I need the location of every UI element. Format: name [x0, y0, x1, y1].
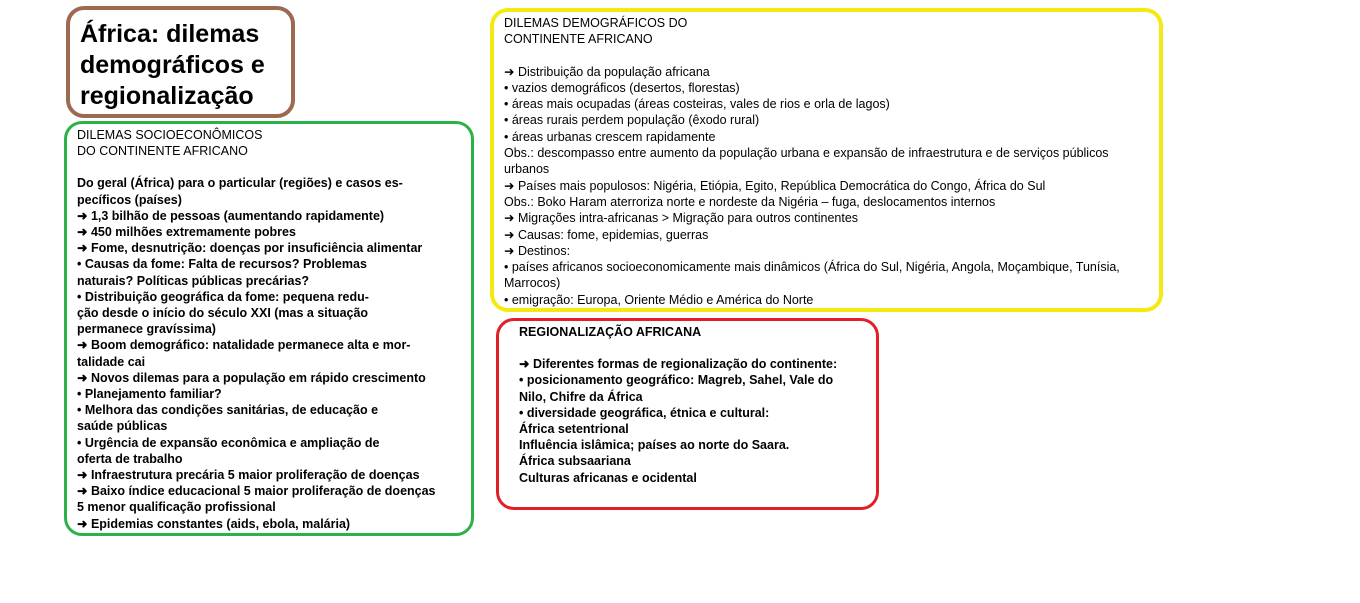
text-line: Obs.: descompasso entre aumento da população urbana e expansão de infraestrutura e de serviços públicos — [504, 146, 1109, 161]
text-line: ➜ Novos dilemas para a população em rápido crescimento — [77, 370, 426, 385]
text-line: Influência islâmica; países ao norte do Saara. — [519, 438, 790, 453]
text-line: Culturas africanas e ocidental — [519, 470, 697, 485]
text-line: ➜ Destinos: — [504, 243, 571, 258]
text-line: ➜ Boom demográfico: natalidade permanece alta e mor- — [77, 338, 411, 353]
text-line: urbanos — [504, 162, 550, 177]
text-line: • áreas urbanas crescem rapidamente — [504, 129, 716, 144]
african-regionalization-box — [496, 318, 879, 510]
text-line: • emigração: Europa, Oriente Médio e América do Norte — [504, 292, 814, 307]
text-line: • Causas da fome: Falta de recursos? Problemas — [77, 257, 367, 272]
text-line: ➜ Países mais populosos: Nigéria, Etiópia, Egito, República Democrática do Congo, África do Sul — [504, 178, 1046, 193]
text-line: • países africanos socioeconomicamente mais dinâmicos (África do Sul, Nigéria, Angola, Moçambique, Tunísia, — [504, 260, 1120, 275]
text-line: África setentrional — [519, 422, 629, 437]
page-title — [80, 19, 265, 112]
section-heading: DO CONTINENTE AFRICANO — [77, 144, 248, 159]
text-line: DILEMAS DEMOGRÁFICOS DO — [504, 16, 688, 30]
text-line: • Distribuição geográfica da fome: pequena redu- — [77, 289, 369, 304]
text-line: ➜ Diferentes formas de regionalização do continente: — [519, 357, 838, 372]
title-line: África: dilemas — [80, 20, 260, 48]
text-line: ➜ 450 milhões extremamente pobres — [77, 225, 296, 240]
text-line: • áreas mais ocupadas (áreas costeiras, vales de rios e orla de lagos) — [504, 97, 890, 112]
text-line: Obs.: Boko Haram aterroriza norte e nordeste da Nigéria – fuga, deslocamentos internos — [504, 194, 996, 209]
regionalization-text — [519, 324, 837, 486]
title-line: regionalização — [80, 82, 254, 110]
title-line: demográficos e — [80, 51, 265, 79]
demographic-text — [504, 15, 1120, 308]
text-line: ção desde o início do século XXI (mas a situação — [77, 306, 369, 321]
text-line: ➜ Baixo índice educacional 5 maior proliferação de doenças — [77, 484, 436, 499]
text-line: oferta de trabalho — [77, 451, 183, 466]
text-line: • Melhora das condições sanitárias, de educação e — [77, 403, 379, 418]
text-line: • Urgência de expansão econômica e ampliação de — [77, 435, 380, 450]
text-line: ➜ Fome, desnutrição: doenças por insuficiência alimentar — [77, 241, 423, 256]
text-line: pecíficos (países) — [77, 192, 182, 207]
text-line: REGIONALIZAÇÃO AFRICANA — [519, 325, 702, 339]
text-line: permanece gravíssima) — [77, 322, 216, 337]
text-line — [77, 159, 436, 175]
demographic-dilemmas-box — [490, 8, 1163, 312]
text-line: Marrocos) — [504, 276, 561, 291]
text-line: Do geral (África) para o particular (regiões) e casos es- — [77, 176, 403, 191]
text-line: ➜ 1,3 bilhão de pessoas (aumentando rapidamente) — [77, 208, 385, 223]
text-line: Nilo, Chifre da África — [519, 389, 643, 404]
socioeconomic-dilemmas-box — [64, 121, 474, 536]
text-line: • posicionamento geográfico: Magreb, Sahel, Vale do — [519, 373, 834, 388]
text-line: ➜ Distribuição da população africana — [504, 64, 710, 79]
title-box — [66, 6, 295, 118]
text-line — [504, 48, 1120, 64]
text-line: • diversidade geográfica, étnica e cultural: — [519, 405, 770, 420]
text-line: • vazios demográficos (desertos, florestas) — [504, 80, 740, 95]
text-line: África subsaariana — [519, 454, 631, 469]
text-line: ➜ Epidemias constantes (aids, ebola, malária) — [77, 516, 351, 531]
text-line: • áreas rurais perdem população (êxodo rural) — [504, 113, 760, 128]
text-line: ➜ Causas: fome, epidemias, guerras — [504, 227, 709, 242]
text-line: CONTINENTE AFRICANO — [504, 32, 653, 47]
socioeconomic-text — [77, 127, 436, 532]
text-line: talidade cai — [77, 354, 146, 369]
text-line: saúde públicas — [77, 419, 168, 434]
text-line: • Planejamento familiar? — [77, 387, 222, 402]
text-line: 5 menor qualificação profissional — [77, 500, 276, 515]
text-line: naturais? Políticas públicas precárias? — [77, 273, 310, 288]
text-line: ➜ Infraestrutura precária 5 maior proliferação de doenças — [77, 468, 420, 483]
text-line — [519, 340, 837, 356]
text-line: ➜ Migrações intra-africanas > Migração para outros continentes — [504, 211, 859, 226]
section-heading: DILEMAS SOCIOECONÔMICOS — [77, 128, 263, 142]
